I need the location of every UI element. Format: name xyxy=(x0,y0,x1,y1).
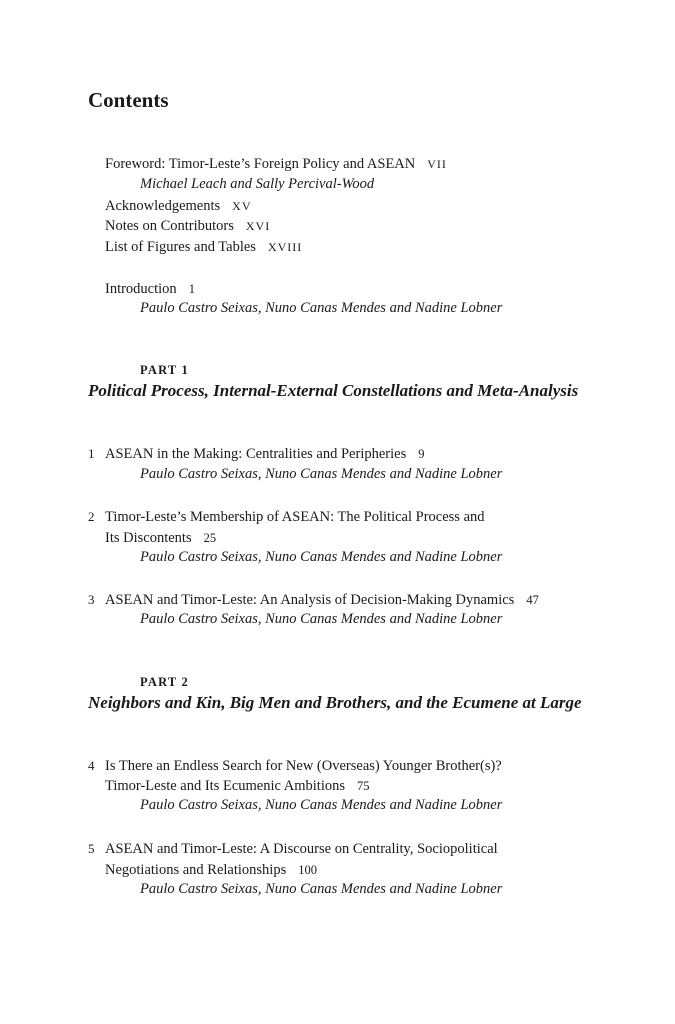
chapter-title: ASEAN and Timor-Leste: An Analysis of Decision-Making Dynamics xyxy=(105,592,515,608)
chapter-title: Timor-Leste’s Membership of ASEAN: The Political Process and xyxy=(105,509,485,525)
chapter-author: Paulo Castro Seixas, Nuno Canas Mendes and Nadine Lobner xyxy=(140,881,503,897)
part-label: PART 1 xyxy=(140,363,190,377)
entry-page: XVIII xyxy=(267,240,303,254)
entry-title: Foreword: Timor-Leste’s Foreign Policy and ASEAN xyxy=(105,156,416,172)
chapter-page: 100 xyxy=(298,863,317,877)
part-title: Political Process, Internal-External Constellations and Meta-Analysis xyxy=(88,381,579,400)
entry-author: Michael Leach and Sally Percival-Wood xyxy=(140,176,375,192)
entry-title: Notes on Contributors xyxy=(105,218,234,234)
toc-chapter-3[interactable] xyxy=(88,590,539,610)
entry-page: XVI xyxy=(245,219,271,233)
chapter-author: Paulo Castro Seixas, Nuno Canas Mendes and Nadine Lobner xyxy=(140,549,503,565)
chapter-number: 1 xyxy=(88,446,95,461)
chapter-author: Paulo Castro Seixas, Nuno Canas Mendes and Nadine Lobner xyxy=(140,466,503,482)
toc-entry-acknowledgements[interactable] xyxy=(105,196,252,216)
toc-chapter-2-cont[interactable] xyxy=(105,528,216,548)
chapter-author: Paulo Castro Seixas, Nuno Canas Mendes and Nadine Lobner xyxy=(140,797,503,813)
chapter-page: 75 xyxy=(357,779,370,793)
chapter-title: ASEAN in the Making: Centralities and Peripheries xyxy=(105,446,407,462)
toc-chapter-2[interactable] xyxy=(88,507,485,527)
chapter-author: Paulo Castro Seixas, Nuno Canas Mendes and Nadine Lobner xyxy=(140,611,503,627)
chapter-number: 3 xyxy=(88,592,95,607)
toc-chapter-4[interactable] xyxy=(88,756,502,776)
chapter-page: 9 xyxy=(418,447,425,461)
part-label: PART 2 xyxy=(140,675,190,689)
entry-title: Introduction xyxy=(105,281,177,297)
chapter-title-cont: Its Discontents xyxy=(105,530,192,546)
chapter-page: 25 xyxy=(203,531,217,545)
chapter-number: 2 xyxy=(88,509,95,524)
entry-page: XV xyxy=(232,199,252,213)
chapter-number: 5 xyxy=(88,841,95,856)
toc-entry-contributors[interactable] xyxy=(105,216,270,236)
chapter-number: 4 xyxy=(88,758,95,773)
entry-author: Paulo Castro Seixas, Nuno Canas Mendes and Nadine Lobner xyxy=(140,300,503,316)
entry-title: Acknowledgements xyxy=(105,198,221,214)
toc-chapter-5-cont[interactable] xyxy=(105,860,317,880)
chapter-page: 47 xyxy=(526,593,539,607)
chapter-title-cont: Negotiations and Relationships xyxy=(105,862,287,878)
toc-entry-figures[interactable] xyxy=(105,237,302,257)
chapter-title: ASEAN and Timor-Leste: A Discourse on Centrality, Sociopolitical xyxy=(105,841,498,857)
part-title: Neighbors and Kin, Big Men and Brothers, and the Ecumene at Large xyxy=(88,693,582,712)
toc-entry-introduction[interactable] xyxy=(105,279,195,299)
chapter-title: Is There an Endless Search for New (Overseas) Younger Brother(s)? xyxy=(105,758,502,774)
toc-chapter-4-cont[interactable] xyxy=(105,776,370,796)
entry-page: 1 xyxy=(188,282,195,296)
entry-page: VII xyxy=(427,157,447,171)
page-title: Contents xyxy=(88,88,169,112)
entry-title: List of Figures and Tables xyxy=(105,239,256,255)
chapter-title-cont: Timor-Leste and Its Ecumenic Ambitions xyxy=(105,778,346,794)
toc-chapter-1[interactable] xyxy=(88,444,424,464)
toc-entry-foreword[interactable] xyxy=(105,154,447,174)
toc-chapter-5[interactable] xyxy=(88,839,498,859)
